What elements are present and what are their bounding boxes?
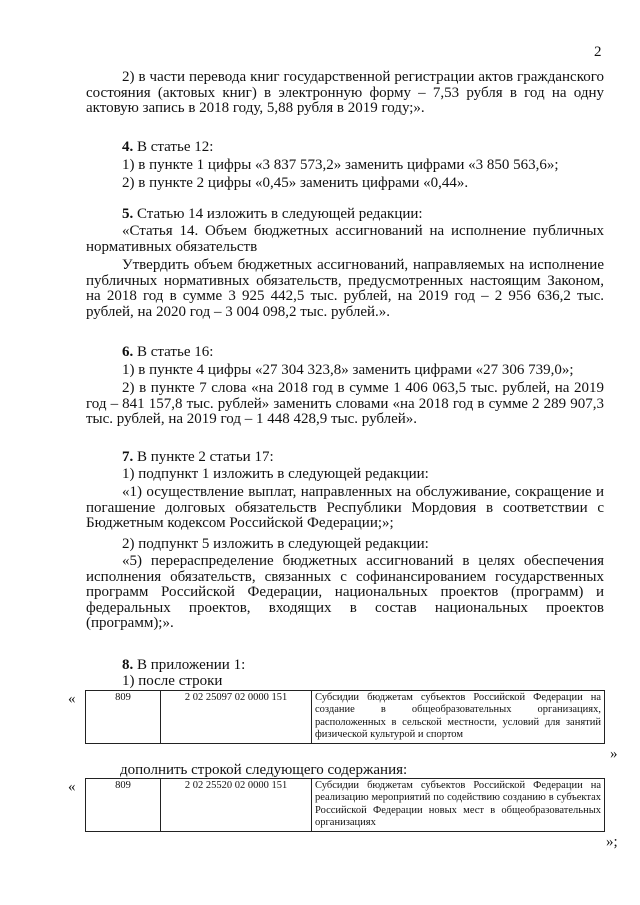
item-8-line-1: 1) после строки xyxy=(122,673,223,689)
article-14-body: Утвердить объем бюджетных ассигнований, направляемых на исполнение публичных нормативных обязательств, предусмотренных настоящим Законом, на 2018 год в сумме 3 925 442,5 тыс. рублей, на 2019 год – 2 956 636,2 тыс. рублей, на 2020 год – 3 004 098,2 тыс. рублей.». xyxy=(86,257,604,320)
item-7-line-2: 2) подпункт 5 изложить в следующей редакции: xyxy=(122,536,429,552)
item-5-heading-text: Статью 14 изложить в следующей редакции: xyxy=(133,206,423,222)
item-5-heading xyxy=(86,207,604,223)
item-7-heading xyxy=(86,450,604,466)
table-2 xyxy=(85,778,605,832)
item-6-heading xyxy=(86,345,604,361)
item-7-heading-text: В пункте 2 статьи 17: xyxy=(133,449,274,465)
item-4-heading-text: В статье 12: xyxy=(133,139,214,155)
table-1-code: 809 xyxy=(86,691,161,744)
item-4-heading xyxy=(86,140,604,156)
table-2-code: 809 xyxy=(86,779,161,832)
table-1-open-quote: « xyxy=(68,691,76,707)
item-7-line-1: 1) подпункт 1 изложить в следующей редакции: xyxy=(122,466,429,482)
table-2-kbk: 2 02 25520 02 0000 151 xyxy=(161,779,312,832)
item-7-quote-2: «5) перераспределение бюджетных ассигнований в целях обеспечения исполнения обязательств, связанных с софинансированием государственных программ Российской Федерации, национальных проектов (программ) и федеральных проектов, входящих в состав национальных проектов (программ);». xyxy=(86,553,604,631)
item-4-line-1: 1) в пункте 1 цифры «3 837 573,2» заменить цифрами «3 850 563,6»; xyxy=(122,157,559,173)
item-7-number: 7. xyxy=(122,449,134,465)
item-5-number: 5. xyxy=(122,206,134,222)
table-2-close-quote: »; xyxy=(606,834,618,850)
item-8-number: 8. xyxy=(122,657,134,673)
table-1 xyxy=(85,690,605,744)
paragraph-2-continuation: 2) в части перевода книг государственной регистрации актов гражданского состояния (актовых книг) в электронную форму – 7,53 рубля в год на одну актовую запись в 2018 году, 5,88 рубля в 2019 году;». xyxy=(86,69,604,116)
table-1-description: Субсидии бюджетам субъектов Российской Федерации на создание в общеобразовательных организациях, расположенных в сельской местности, условий для занятий физической культурой и спортом xyxy=(312,691,605,744)
item-6-heading-text: В статье 16: xyxy=(133,344,214,360)
table-row xyxy=(86,691,605,744)
item-6-line-2: 2) в пункте 7 слова «на 2018 год в сумме 1 406 063,5 тыс. рублей, на 2019 год – 841 157,8 тыс. рублей» заменить словами «на 2018 год в сумме 2 289 907,3 тыс. рублей, на 2019 год – 1 448 428,9 тыс. рублей». xyxy=(86,380,604,427)
item-6-line-1: 1) в пункте 4 цифры «27 304 323,8» заменить цифрами «27 306 739,0»; xyxy=(122,362,574,378)
table-2-description: Субсидии бюджетам субъектов Российской Федерации на реализацию мероприятий по содействию созданию в субъектах Российской Федерации новых мест в общеобразовательных организациях xyxy=(312,779,605,832)
table-1-close-quote: » xyxy=(610,746,618,762)
item-8-heading-text: В приложении 1: xyxy=(133,657,246,673)
page-number: 2 xyxy=(594,44,602,60)
item-7-quote-1: «1) осуществление выплат, направленных на обслуживание, сокращение и погашение долговых обязательств Республики Мордовия в соответствии с Бюджетным кодексом Российской Федерации;»; xyxy=(86,484,604,531)
table-row xyxy=(86,779,605,832)
item-8-line-2: дополнить строкой следующего содержания: xyxy=(120,762,408,778)
item-4-line-2: 2) в пункте 2 цифры «0,45» заменить цифрами «0,44». xyxy=(122,175,469,191)
table-1-kbk: 2 02 25097 02 0000 151 xyxy=(161,691,312,744)
item-4-number: 4. xyxy=(122,139,134,155)
table-2-open-quote: « xyxy=(68,779,76,795)
item-6-number: 6. xyxy=(122,344,134,360)
item-8-heading xyxy=(86,658,604,674)
article-14-title: «Статья 14. Объем бюджетных ассигнований на исполнение публичных нормативных обязательств xyxy=(86,223,604,255)
